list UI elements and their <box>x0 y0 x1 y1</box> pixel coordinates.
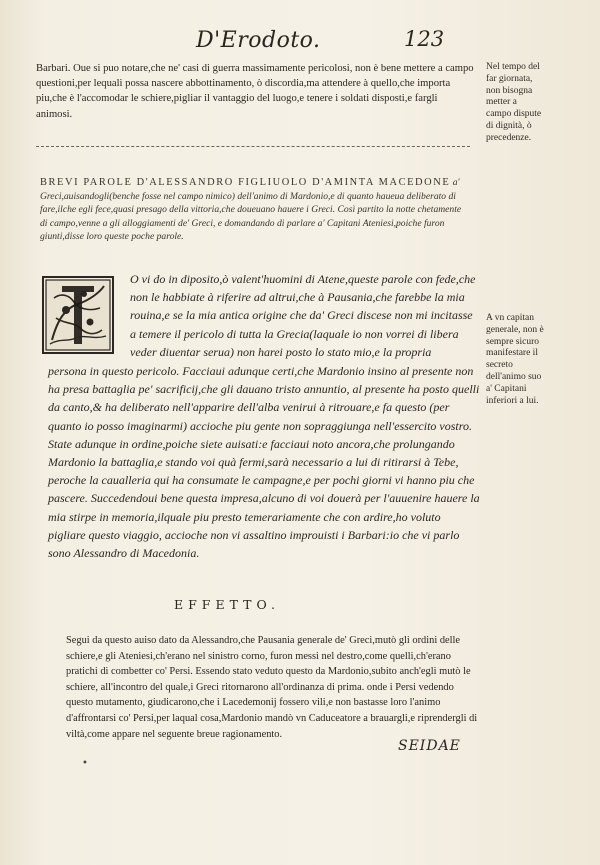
marginal-note: A vn capitan generale, non è sempre sicuro manifestare il secreto dell'animo suo a' Capitani inferiori a lui. <box>486 313 544 406</box>
effetto-paragraph: Segui da questo auiso dato da Alessandro,che Pausania generale de' Greci,mutò gli ordini delle schiere,e gli Ateniesi,ch'erano nel sinistro corno, furon messi nel destro,come quelli,ch'erano pratichi di combetter co' Persi. Essendo stato veduto questo da Mardonio,subito anch'egli mutò le schiere, all'incontro del quale,i Greci ritornarono all'ordinanza di prima. onde i Persi vedendo questo mutamento, giudicarono,che i Lacedemonij fossero vili,e non bastasse loro l'animo d'affrontarsi co' Persi,per laqual cosa,Mardonio mandò vn Caduceatore a brauargli,e riprendergli di viltà,come appare nel seguente breue ragionamento. <box>66 635 478 740</box>
chapter-summary <box>40 176 470 244</box>
page-number: 123 <box>404 27 445 51</box>
speech-continuation: persona in questo pericolo. Facciaui adunque certi,che Mardonio insino al presente non ha presa battaglia pe' sacrificij,che gli dauano tristo annuntio, al presente ha posto quelli da canto,& ha deliberato nell'apparire dell'alba venirui à ritrouare,e fa questo (per quanto io posso imaginarmi) accioche piu gente non sopraggiunga nell'essercito vostro. State adunque in ordine,poiche siete auisati:e facciaui noto ancora,che prolungando Mardonio la battaglia,e stando voi quà fermi,sarà necessario a lui di ritirarsi à Tebe, peroche la caualleria qui ha consumate le campagne,e per pochi giorni vi hanno piu che pascere. Succedendoui bene questa impresa,alcuno di voi douerà per l'auuenire hauere la mia stirpe in memoria,ilquale piu presto temerariamente che con ardire,ho voluto pigliare questo viaggio, accioche non vi assaltino improuisti i Barbari:io che vi parlo sono Alessandro di Macedonia. <box>48 364 480 561</box>
page-ornament: • <box>82 758 88 769</box>
marginal-note: Nel tempo del far giornata, non bisogna metter a campo dispute di dignità, ò precedenze. <box>486 62 542 143</box>
woodcut-initial-icon <box>44 278 112 352</box>
section-heading: EFFETTO. <box>174 597 280 612</box>
running-head: D'Erodoto. <box>196 28 321 53</box>
decorated-initial <box>42 276 114 354</box>
catchword: SEIDAE <box>398 738 461 754</box>
section-rule <box>36 146 470 147</box>
intro-paragraph: Barbari. Oue si puo notare,che ne' casi di guerra massimamente pericolosi, non è bene mettere a campo questioni,per lequali possa nascere abbottinamento, ò discordia,ma attendere à quello,che importa piu,che è l'accomodar le schiere,pigliar il vantaggio del luogo,e tenere i soldati disposti,e fargli animosi. <box>36 63 474 120</box>
summary-lead: BREVI PAROLE D'ALESSANDRO FIGLIUOLO D'AMINTA MACEDONE <box>40 177 451 188</box>
summary-text: a' Greci,auisandogli(benche fosse nel campo nimico) dell'animo di Mardonio,e di quanto haueua deliberato di fare,ilche egli fece,quasi presago della vittoria,che doueuano hauere i Greci. Così partito la notte chetamente di campo,venne a gli alloggiamenti de' Greci, e domandando di parlare a' Capitani Ateniesi,poiche furon giunti,disse loro queste poche parole. <box>40 177 462 243</box>
speech-opening: O vi do in diposito,ò valent'huomini di Atene,queste parole con fede,che non le habbiate à riferire ad altrui,che à Pausania,che farebbe la mia rouina,e se la mia antica origine che da' Greci discese non mi incitasse a temere il pericolo di tutta la Grecia(laquale io non vorrei di libera veder diuentar serua) non harei posto lo stato mio,e la propria <box>130 272 476 359</box>
